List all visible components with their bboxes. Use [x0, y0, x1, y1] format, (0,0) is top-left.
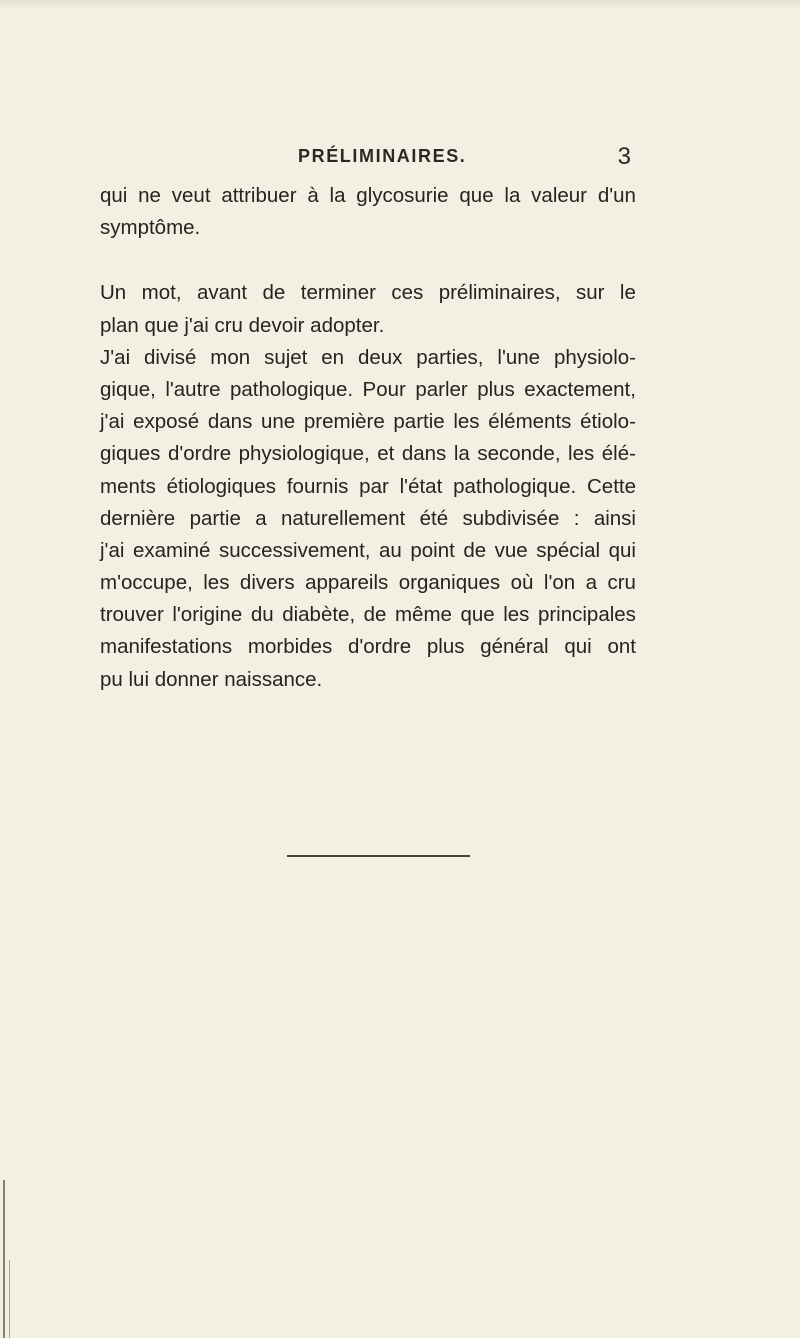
- body-text: [100, 180, 636, 696]
- text-line: pu lui donner naissance.: [100, 667, 323, 691]
- page-header: [98, 143, 634, 176]
- paragraph: [100, 277, 636, 341]
- text-line: Un mot, avant de terminer ces préliminaires, sur le: [100, 281, 636, 305]
- text-line: symptôme.: [100, 216, 201, 240]
- page-number: 3: [617, 143, 631, 170]
- text-line: manifestations morbides d'ordre plus général qui ont: [100, 635, 636, 659]
- text-line: qui ne veut attribuer à la glycosurie que la valeur d'un: [100, 184, 636, 207]
- section-rule: [287, 855, 470, 857]
- text-line: J'ai divisé mon sujet en deux parties, l'une physiolo-: [100, 345, 636, 369]
- text-line: m'occupe, les divers appareils organiques où l'on a cru: [100, 571, 636, 595]
- page-top-edge: [0, 0, 800, 10]
- text-line: plan que j'ai cru devoir adopter.: [100, 313, 385, 337]
- text-line: gique, l'autre pathologique. Pour parler plus exactement,: [100, 377, 636, 401]
- running-head: PRÉLIMINAIRES.: [298, 146, 467, 166]
- text-line: trouver l'origine du diabète, de même que les principales: [100, 603, 636, 627]
- text-line: giques d'ordre physiologique, et dans la seconde, les élé-: [100, 442, 636, 466]
- paragraph: [100, 180, 636, 244]
- binding-edge-shadow: [9, 1260, 10, 1338]
- text-line: dernière partie a naturellement été subdivisée : ainsi: [100, 506, 636, 530]
- text-line: ments étiologiques fournis par l'état pathologique. Cette: [100, 474, 636, 498]
- text-line: j'ai exposé dans une première partie les éléments étiolo-: [100, 410, 636, 434]
- paragraph: [100, 342, 636, 696]
- binding-edge: [3, 1180, 5, 1338]
- text-line: j'ai examiné successivement, au point de vue spécial qui: [100, 538, 636, 562]
- paragraph-gap: [100, 244, 636, 277]
